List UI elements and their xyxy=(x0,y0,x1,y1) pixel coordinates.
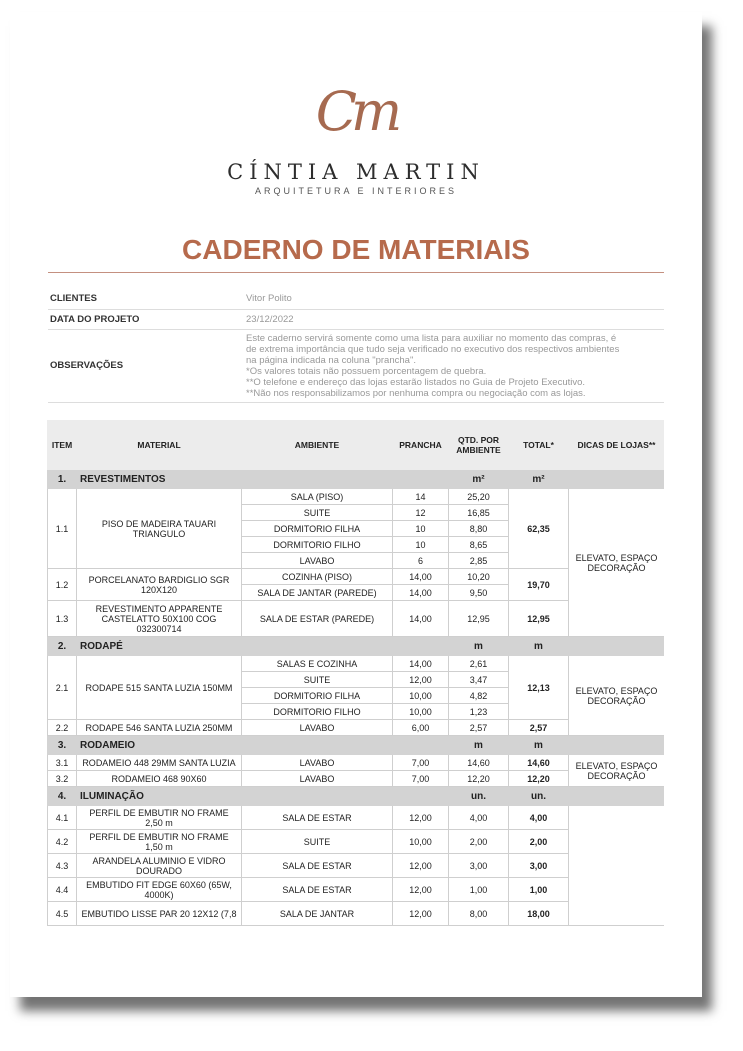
prancha-cell: 14,00 xyxy=(393,585,449,601)
ambiente-cell: DORMITORIO FILHA xyxy=(242,688,393,704)
section-unit: m xyxy=(449,637,509,656)
item-number: 4.1 xyxy=(48,806,77,830)
qtd-cell: 2,85 xyxy=(449,553,509,569)
ambiente-cell: SALA (PISO) xyxy=(242,489,393,505)
ambiente-cell: SUITE xyxy=(242,672,393,688)
material-name: PERFIL DE EMBUTIR NO FRAME 1,50 m xyxy=(77,830,242,854)
section-title: RODAPÉ xyxy=(77,637,449,656)
ambiente-cell: SALA DE ESTAR xyxy=(242,854,393,878)
section-title: RODAMEIO xyxy=(77,736,449,755)
header-material: MATERIAL xyxy=(77,421,242,470)
prancha-cell: 12,00 xyxy=(393,854,449,878)
total-cell: 4,00 xyxy=(509,806,569,830)
materials-table xyxy=(47,420,664,926)
prancha-cell: 12,00 xyxy=(393,878,449,902)
material-name: EMBUTIDO LISSE PAR 20 12X12 (7,8 xyxy=(77,902,242,926)
item-number: 3.1 xyxy=(48,755,77,771)
qtd-cell: 2,57 xyxy=(449,720,509,736)
ambiente-cell: SALA DE ESTAR xyxy=(242,806,393,830)
prancha-cell: 7,00 xyxy=(393,755,449,771)
item-number: 1.2 xyxy=(48,569,77,601)
qtd-cell: 2,61 xyxy=(449,656,509,672)
prancha-cell: 14,00 xyxy=(393,569,449,585)
prancha-cell: 14 xyxy=(393,489,449,505)
total-cell: 14,60 xyxy=(509,755,569,771)
section-unit: m² xyxy=(509,470,569,489)
item-number: 4.2 xyxy=(48,830,77,854)
obs-line: *Os valores totais não possuem porcentagem de quebra. xyxy=(246,365,487,377)
total-cell: 12,95 xyxy=(509,601,569,637)
total-cell: 12,13 xyxy=(509,656,569,720)
qtd-cell: 12,20 xyxy=(449,771,509,787)
section-unit: m xyxy=(509,637,569,656)
item-number: 3.2 xyxy=(48,771,77,787)
prancha-cell: 10,00 xyxy=(393,688,449,704)
header-prancha: PRANCHA xyxy=(393,421,449,470)
prancha-cell: 10 xyxy=(393,521,449,537)
material-name: ARANDELA ALUMINIO E VIDRO DOURADO xyxy=(77,854,242,878)
total-cell: 1,00 xyxy=(509,878,569,902)
qtd-cell: 8,00 xyxy=(449,902,509,926)
material-name: PERFIL DE EMBUTIR NO FRAME 2,50 m xyxy=(77,806,242,830)
ambiente-cell: LAVABO xyxy=(242,771,393,787)
section-number: 1. xyxy=(48,470,77,489)
qtd-cell: 1,23 xyxy=(449,704,509,720)
section-number: 2. xyxy=(48,637,77,656)
dicas-cell: ELEVATO, ESPAÇO DECORAÇÃO xyxy=(569,489,665,637)
ambiente-cell: COZINHA (PISO) xyxy=(242,569,393,585)
ambiente-cell: DORMITORIO FILHA xyxy=(242,521,393,537)
prancha-cell: 6 xyxy=(393,553,449,569)
header-dicas: DICAS DE LOJAS** xyxy=(569,421,665,470)
header-qtd: QTD. POR AMBIENTE xyxy=(449,421,509,470)
material-name: RODAPE 546 SANTA LUZIA 250MM xyxy=(77,720,242,736)
material-name: REVESTIMENTO APPARENTE CASTELATTO 50X100 COG 032300714 xyxy=(77,601,242,637)
info-row-clientes xyxy=(48,289,664,309)
data-value: 23/12/2022 xyxy=(244,309,664,329)
section-row-revestimentos xyxy=(48,470,665,489)
item-number: 4.3 xyxy=(48,854,77,878)
ambiente-cell: SUITE xyxy=(242,830,393,854)
info-row-data xyxy=(48,309,664,329)
obs-line: de extrema importância que tudo seja verificado no executivo dos respectivos ambientes xyxy=(246,343,620,355)
qtd-cell: 10,20 xyxy=(449,569,509,585)
section-unit: un. xyxy=(509,787,569,806)
material-name: PORCELANATO BARDIGLIO SGR 120X120 xyxy=(77,569,242,601)
dicas-cell xyxy=(569,806,665,926)
ambiente-cell: SALAS E COZINHA xyxy=(242,656,393,672)
section-unit: m xyxy=(509,736,569,755)
ambiente-cell: LAVABO xyxy=(242,553,393,569)
ambiente-cell: SALA DE JANTAR xyxy=(242,902,393,926)
total-cell: 2,00 xyxy=(509,830,569,854)
section-number: 3. xyxy=(48,736,77,755)
qtd-cell: 8,80 xyxy=(449,521,509,537)
total-cell: 12,20 xyxy=(509,771,569,787)
prancha-cell: 12 xyxy=(393,505,449,521)
qtd-cell: 8,65 xyxy=(449,537,509,553)
page-title: CADERNO DE MATERIAIS xyxy=(48,234,664,273)
item-number: 2.2 xyxy=(48,720,77,736)
qtd-cell: 14,60 xyxy=(449,755,509,771)
project-info-table xyxy=(48,289,664,403)
prancha-cell: 12,00 xyxy=(393,902,449,926)
prancha-cell: 12,00 xyxy=(393,672,449,688)
item-number: 4.5 xyxy=(48,902,77,926)
prancha-cell: 10,00 xyxy=(393,704,449,720)
prancha-cell: 6,00 xyxy=(393,720,449,736)
material-name: RODAPE 515 SANTA LUZIA 150MM xyxy=(77,656,242,720)
ambiente-cell: SALA DE JANTAR (PAREDE) xyxy=(242,585,393,601)
obs-label: OBSERVAÇÕES xyxy=(48,329,244,402)
ambiente-cell: SUITE xyxy=(242,505,393,521)
qtd-cell: 1,00 xyxy=(449,878,509,902)
clientes-value: Vitor Polito xyxy=(244,289,664,309)
ambiente-cell: DORMITORIO FILHO xyxy=(242,704,393,720)
table-row xyxy=(48,806,665,830)
table-row xyxy=(48,656,665,672)
prancha-cell: 7,00 xyxy=(393,771,449,787)
section-row-rodameio xyxy=(48,736,665,755)
qtd-cell: 12,95 xyxy=(449,601,509,637)
section-empty xyxy=(569,637,665,656)
prancha-cell: 10,00 xyxy=(393,830,449,854)
section-row-iluminacao xyxy=(48,787,665,806)
section-number: 4. xyxy=(48,787,77,806)
section-title: ILUMINAÇÃO xyxy=(77,787,449,806)
table-header-row xyxy=(48,421,665,470)
info-row-obs xyxy=(48,329,664,402)
material-name: PISO DE MADEIRA TAUARI TRIANGULO xyxy=(77,489,242,569)
material-name: EMBUTIDO FIT EDGE 60X60 (65W, 4000K) xyxy=(77,878,242,902)
total-cell: 3,00 xyxy=(509,854,569,878)
material-name: RODAMEIO 448 29MM SANTA LUZIA xyxy=(77,755,242,771)
clientes-label: CLIENTES xyxy=(48,289,244,309)
qtd-cell: 2,00 xyxy=(449,830,509,854)
obs-line: **Não nos responsabilizamos por nenhuma compra ou negociação com as lojas. xyxy=(246,387,586,399)
ambiente-cell: LAVABO xyxy=(242,720,393,736)
total-cell: 2,57 xyxy=(509,720,569,736)
section-unit: m xyxy=(449,736,509,755)
section-empty xyxy=(569,470,665,489)
item-number: 1.1 xyxy=(48,489,77,569)
qtd-cell: 25,20 xyxy=(449,489,509,505)
total-cell: 19,70 xyxy=(509,569,569,601)
table-row xyxy=(48,489,665,505)
obs-line: na página indicada na coluna "prancha". xyxy=(246,354,416,366)
prancha-cell: 14,00 xyxy=(393,656,449,672)
qtd-cell: 3,47 xyxy=(449,672,509,688)
dicas-cell: ELEVATO, ESPAÇO DECORAÇÃO xyxy=(569,755,665,787)
obs-value xyxy=(244,329,664,402)
section-title: REVESTIMENTOS xyxy=(77,470,449,489)
brand-logo xyxy=(10,82,702,196)
section-unit: un. xyxy=(449,787,509,806)
qtd-cell: 4,00 xyxy=(449,806,509,830)
brand-tagline: ARQUITETURA E INTERIORES xyxy=(254,186,458,196)
ambiente-cell: SALA DE ESTAR (PAREDE) xyxy=(242,601,393,637)
materials-table-viewport xyxy=(47,420,664,947)
obs-line: **O telefone e endereço das lojas estarão listados no Guia de Projeto Executivo. xyxy=(246,376,586,388)
header-total: TOTAL* xyxy=(509,421,569,470)
brand-name: CÍNTIA MARTIN xyxy=(227,160,485,184)
document-page xyxy=(10,12,702,997)
table-row xyxy=(48,755,665,771)
section-empty xyxy=(569,736,665,755)
data-label: DATA DO PROJETO xyxy=(48,309,244,329)
item-number: 1.3 xyxy=(48,601,77,637)
ambiente-cell: LAVABO xyxy=(242,755,393,771)
monogram-logo: Cm xyxy=(315,80,397,143)
total-cell: 62,35 xyxy=(509,489,569,569)
material-name: RODAMEIO 468 90X60 xyxy=(77,771,242,787)
ambiente-cell: SALA DE ESTAR xyxy=(242,878,393,902)
dicas-cell: ELEVATO, ESPAÇO DECORAÇÃO xyxy=(569,656,665,736)
obs-line: Este caderno servirá somente como uma lista para auxiliar no momento das compras, é xyxy=(246,332,617,344)
qtd-cell: 3,00 xyxy=(449,854,509,878)
prancha-cell: 10 xyxy=(393,537,449,553)
prancha-cell: 14,00 xyxy=(393,601,449,637)
qtd-cell: 16,85 xyxy=(449,505,509,521)
section-empty xyxy=(569,787,665,806)
section-unit: m² xyxy=(449,470,509,489)
qtd-cell: 9,50 xyxy=(449,585,509,601)
header-ambiente: AMBIENTE xyxy=(242,421,393,470)
header-item: ITEM xyxy=(48,421,77,470)
total-cell: 18,00 xyxy=(509,902,569,926)
prancha-cell: 12,00 xyxy=(393,806,449,830)
item-number: 2.1 xyxy=(48,656,77,720)
section-row-rodape xyxy=(48,637,665,656)
item-number: 4.4 xyxy=(48,878,77,902)
ambiente-cell: DORMITORIO FILHO xyxy=(242,537,393,553)
qtd-cell: 4,82 xyxy=(449,688,509,704)
